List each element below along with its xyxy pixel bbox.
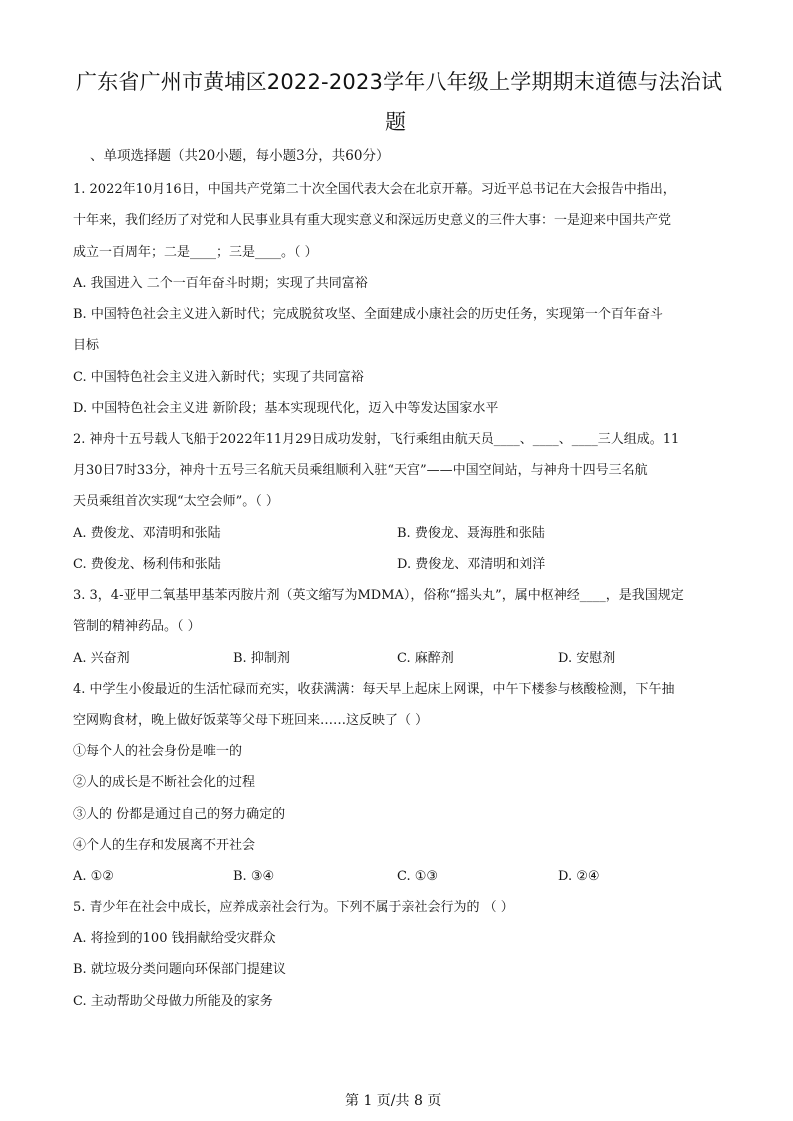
option-a: A. 我国进入 二个一百年奋斗时期；实现了共同富裕	[73, 276, 368, 291]
question-text: 2. 神舟十五号载人飞船于2022年11月29日成功发射，飞行乘组由航天员____、____、____三人组成。11	[73, 432, 680, 447]
statement-2: ②人的成长是不断社会化的过程	[73, 775, 256, 790]
question-text: 成立一百周年；二是____；三是____。（ ）	[73, 245, 318, 260]
question-text: 十年来，我们经历了对党和人民事业具有重大现实意义和深远历史意义的三件大事：一是迎来中国共产党	[73, 213, 672, 228]
option-c: C. ①③	[397, 869, 439, 884]
question-text: 4. 中学生小俊最近的生活忙碌而充实，收获满满：每天早上起床上网课，中午下楼参与核酸检测，下午抽	[73, 682, 675, 697]
option-c: C. 主动帮助父母做力所能及的家务	[73, 994, 273, 1009]
option-a: A. ①②	[73, 869, 114, 884]
option-b-continued: 目标	[73, 338, 100, 353]
page-number: 第 1 页/共 8 页	[345, 1093, 442, 1109]
option-c: C. 中国特色社会主义进入新时代；实现了共同富裕	[73, 370, 364, 385]
option-c: C. 麻醉剂	[397, 651, 454, 666]
option-d: D. 安慰剂	[558, 651, 616, 666]
option-a: A. 将捡到的100 钱捐献给受灾群众	[73, 931, 276, 946]
option-b: B. ③④	[233, 869, 275, 884]
option-b: B. 中国特色社会主义进入新时代；完成脱贫攻坚、全面建成小康社会的历史任务，实现第一个百年奋斗	[73, 307, 663, 322]
option-d: D. ②④	[558, 869, 600, 884]
question-text: 3. 3，4-亚甲二氧基甲基苯丙胺片剂（英文缩写为MDMA），俗称“摇头丸”，属中枢神经____，是我国规定	[73, 588, 684, 603]
statement-4: ④个人的生存和发展离不开社会	[73, 838, 256, 853]
option-d: D. 费俊龙、邓清明和刘洋	[397, 557, 546, 572]
title-line-1: 广东省广州市黄埔区2022-2023学年八年级上学期期末道德与法治试	[76, 70, 723, 94]
option-b: B. 费俊龙、聂海胜和张陆	[397, 526, 545, 541]
question-text: 月30日7时33分，神舟十五号三名航天员乘组顺利入驻“天宫”——中国空间站，与神舟十四号三名航	[73, 463, 648, 478]
statement-1: ①每个人的社会身份是唯一的	[73, 744, 243, 759]
title-line-2: 题	[385, 110, 407, 134]
question-text: 空网购食材，晚上做好饭菜等父母下班回来……这反映了（ ）	[73, 713, 429, 728]
question-text: 5. 青少年在社会中成长，应养成亲社会行为。下列不属于亲社会行为的 （ ）	[73, 900, 514, 915]
question-text: 1. 2022年10月16日，中国共产党第二十次全国代表大会在北京开幕。习近平总书记在大会报告中指出，	[73, 182, 676, 197]
option-b: B. 就垃圾分类问题向环保部门提建议	[73, 962, 286, 977]
question-text: 天员乘组首次实现“太空会师”。（ ）	[73, 494, 279, 509]
option-b: B. 抑制剂	[233, 651, 290, 666]
option-d: D. 中国特色社会主义进 新阶段；基本实现现代化，迈入中等发达国家水平	[73, 401, 499, 416]
option-c: C. 费俊龙、杨利伟和张陆	[73, 557, 221, 572]
option-a: A. 费俊龙、邓清明和张陆	[73, 526, 221, 541]
statement-3: ③人的 份都是通过自己的努力确定的	[73, 807, 286, 822]
section-heading: 、单项选择题（共20小题，每小题3分，共60分）	[90, 148, 390, 164]
question-text: 管制的精神药品。（ ）	[73, 619, 201, 634]
option-a: A. 兴奋剂	[73, 651, 130, 666]
